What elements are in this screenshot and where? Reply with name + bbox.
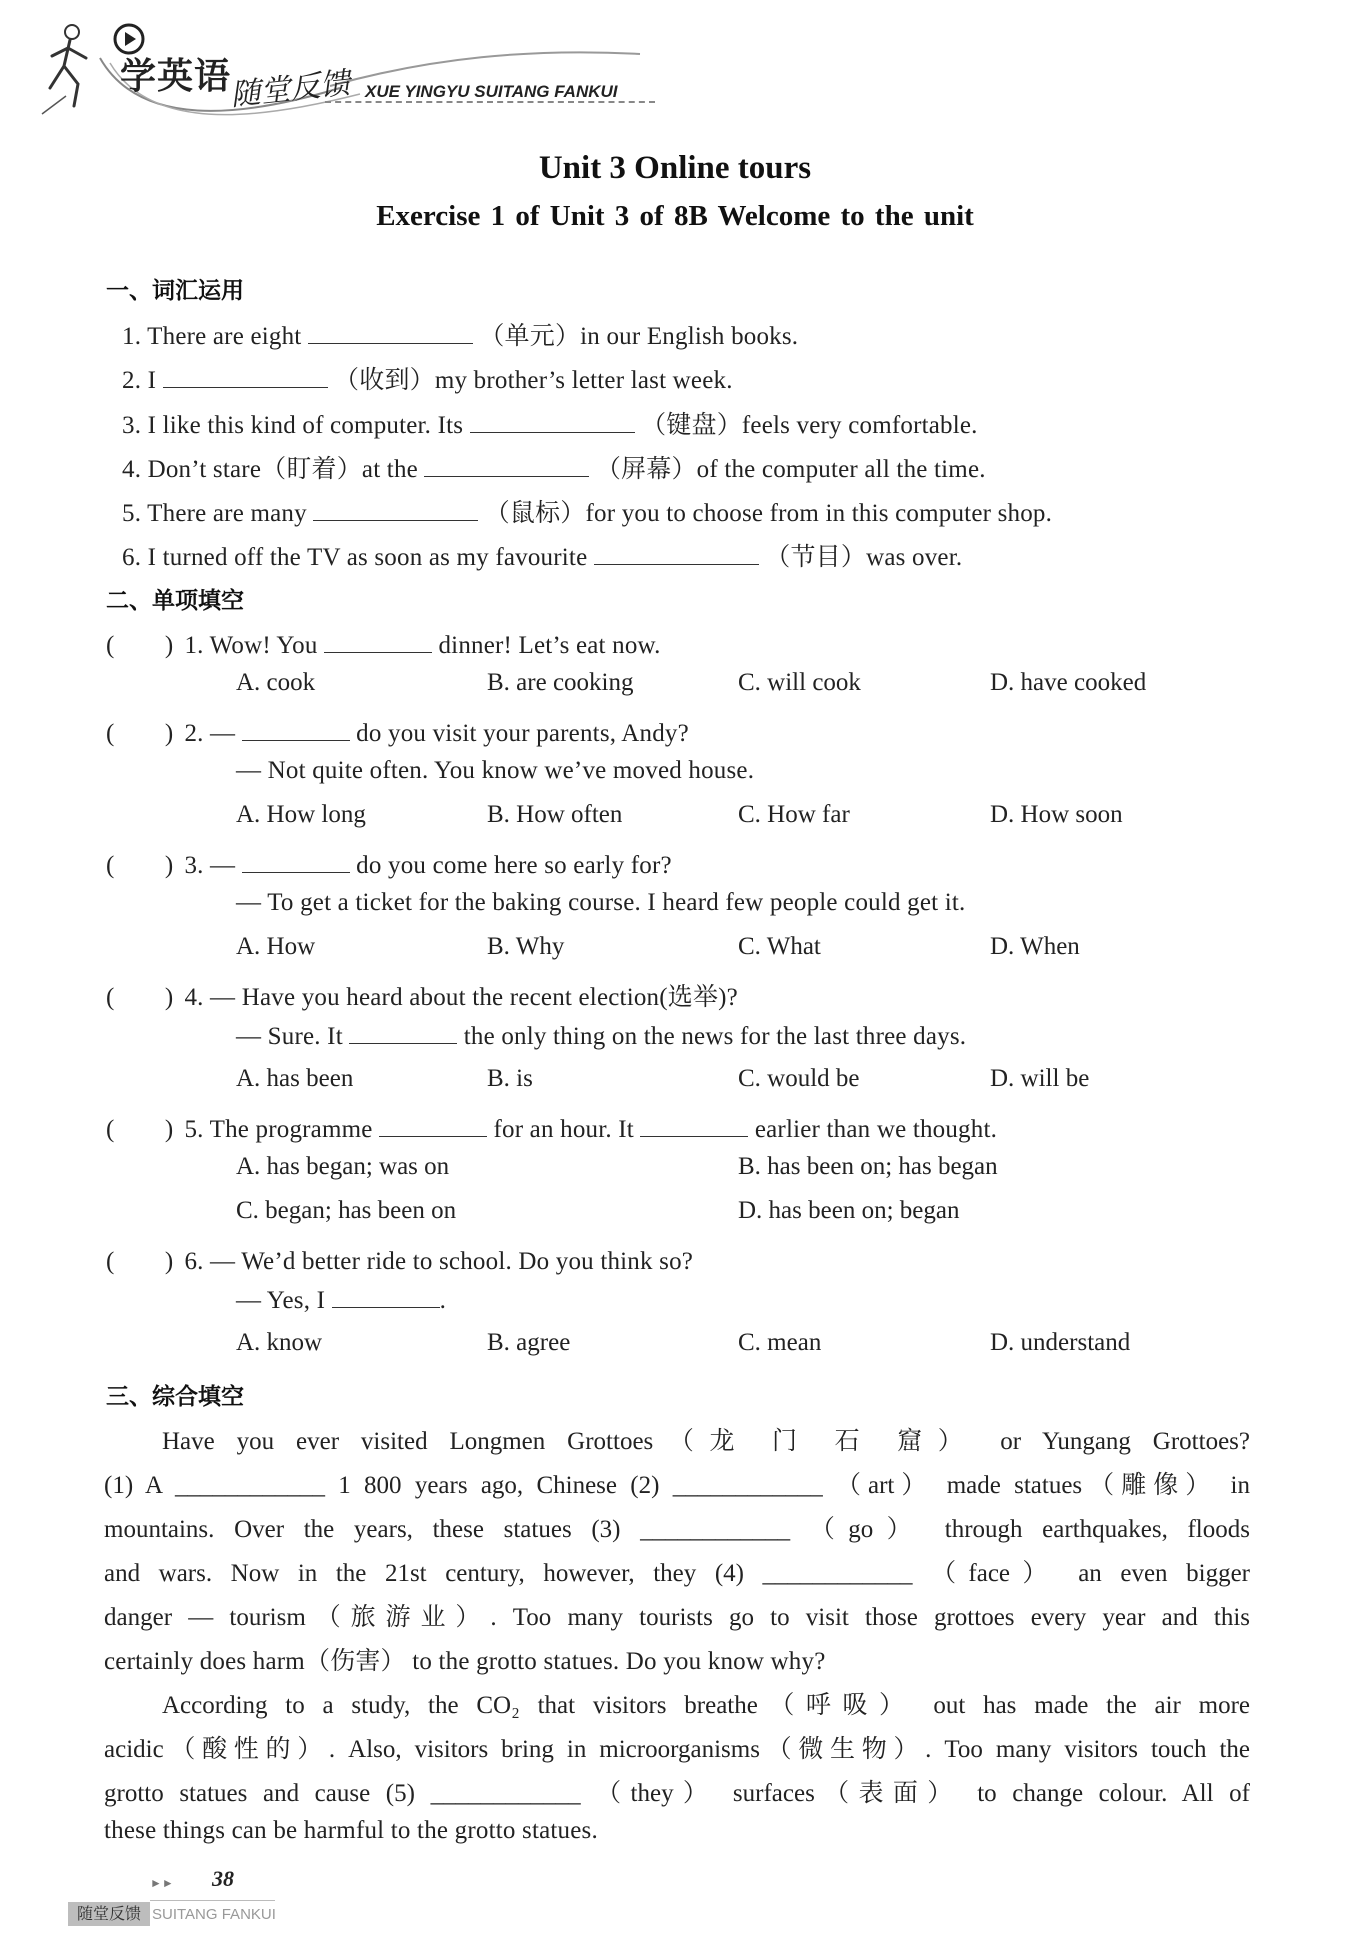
vocab-item-6 xyxy=(122,537,962,573)
passage-line-8: acidic（酸性的）. Also, visitors bring in microorganisms（微生物）. Too many visitors touch the xyxy=(104,1736,1250,1763)
q1-option-b[interactable]: B. are cooking xyxy=(487,669,634,696)
q2-option-a[interactable]: A. How long xyxy=(236,801,366,828)
mc-question-4-answer xyxy=(236,1021,966,1051)
mc-question-6-answer xyxy=(236,1285,446,1315)
mc-blank-5b[interactable] xyxy=(640,1114,748,1137)
header-logo xyxy=(40,18,680,118)
q2-option-d[interactable]: D. How soon xyxy=(990,801,1123,828)
mc-question-6-answer-start: — Yes, I xyxy=(236,1287,326,1314)
section-1-heading: 一、词汇运用 xyxy=(106,278,244,304)
footer-label-cn: 随堂反馈 xyxy=(76,1904,141,1923)
q1-option-c[interactable]: C. will cook xyxy=(738,669,861,696)
mc-question-3-tail: do you come here so early for? xyxy=(356,852,672,879)
q4-option-d[interactable]: D. will be xyxy=(990,1065,1090,1092)
vocab-item-1-hint: （单元）in our English books. xyxy=(479,323,799,350)
answer-paren-3[interactable]: ( ) xyxy=(106,852,174,879)
q3-option-b[interactable]: B. Why xyxy=(487,933,565,960)
vocab-item-5-hint: （鼠标）for you to choose from in this computer shop. xyxy=(484,500,1053,527)
q3-option-d[interactable]: D. When xyxy=(990,933,1080,960)
vocab-item-2-hint: （收到）my brother’s letter last week. xyxy=(334,367,733,394)
answer-paren-1[interactable]: ( ) xyxy=(106,632,174,659)
mc-question-2-answer: — Not quite often. You know we’ve moved house. xyxy=(236,757,755,784)
q5-option-b[interactable]: B. has been on; has began xyxy=(738,1153,998,1180)
mc-question-3-answer: — To get a ticket for the baking course. I heard few people could get it. xyxy=(236,889,966,916)
mc-question-5-tail: earlier than we thought. xyxy=(754,1116,998,1143)
mc-blank-1[interactable] xyxy=(324,630,432,653)
vocab-item-4 xyxy=(122,449,986,485)
unit-title: Unit 3 Online tours xyxy=(538,150,812,186)
mc-blank-5a[interactable] xyxy=(379,1114,487,1137)
answer-paren-4[interactable]: ( ) xyxy=(106,984,174,1011)
answer-paren-2[interactable]: ( ) xyxy=(106,720,174,747)
mc-question-4-answer-start: — Sure. It xyxy=(236,1023,343,1050)
mc-blank-2[interactable] xyxy=(242,718,350,741)
mc-question-6-answer-end: . xyxy=(439,1287,447,1314)
mc-question-5-stem: 5. The programme xyxy=(184,1116,373,1143)
brand-title: 学英语 xyxy=(120,56,232,97)
passage-line-4: and wars. Now in the 21st century, however, they (4) ____________ （face） an even bigger xyxy=(104,1560,1250,1587)
mc-question-3-stem: 3. — xyxy=(184,852,236,879)
vocab-blank-1[interactable] xyxy=(308,321,473,344)
mc-blank-3[interactable] xyxy=(242,850,350,873)
q4-option-c[interactable]: C. would be xyxy=(738,1065,860,1092)
vocab-item-2-text: 2. I xyxy=(122,367,157,394)
q6-option-c[interactable]: C. mean xyxy=(738,1329,822,1356)
mc-question-4-stem: 4. — Have you heard about the recent election(选举)? xyxy=(184,984,738,1011)
q4-option-b[interactable]: B. is xyxy=(487,1065,533,1092)
vocab-item-5-text: 5. There are many xyxy=(122,500,307,527)
vocab-blank-6[interactable] xyxy=(594,542,759,565)
mc-question-6-stem: 6. — We’d better ride to school. Do you think so? xyxy=(184,1248,694,1275)
section-2-heading: 二、单项填空 xyxy=(106,588,244,614)
passage-line-2: (1) A ____________ 1 800 years ago, Chinese (2) ____________ （art） made statues（雕像） in xyxy=(104,1472,1250,1499)
footer-divider xyxy=(150,1900,275,1901)
q5-option-a[interactable]: A. has began; was on xyxy=(236,1153,450,1180)
vocab-blank-3[interactable] xyxy=(470,410,635,433)
vocab-item-6-hint: （节目）was over. xyxy=(765,544,963,571)
vocab-item-6-text: 6. I turned off the TV as soon as my favourite xyxy=(122,544,588,571)
vocab-blank-5[interactable] xyxy=(313,498,478,521)
vocab-item-4-text: 4. Don’t stare（盯着）at the xyxy=(122,456,418,483)
q6-option-d[interactable]: D. understand xyxy=(990,1329,1131,1356)
vocab-item-4-hint: （屏幕）of the computer all the time. xyxy=(595,456,986,483)
mc-question-5-middle: for an hour. It xyxy=(493,1116,634,1143)
mc-question-2-tail: do you visit your parents, Andy? xyxy=(356,720,689,747)
vocab-item-3-text: 3. I like this kind of computer. Its xyxy=(122,412,464,439)
arrow-icon: ►► xyxy=(150,1876,174,1890)
exercise-title: Exercise 1 of Unit 3 of 8B Welcome to the unit xyxy=(376,200,974,232)
mc-question-6 xyxy=(106,1241,693,1277)
q5-option-d[interactable]: D. has been on; began xyxy=(738,1197,960,1224)
page-number: 38 xyxy=(212,1866,234,1891)
mc-blank-4[interactable] xyxy=(349,1021,457,1044)
mc-question-1 xyxy=(106,625,661,661)
mc-question-1-stem: 1. Wow! You xyxy=(184,632,318,659)
q3-option-a[interactable]: A. How xyxy=(236,933,316,960)
vocab-blank-4[interactable] xyxy=(424,454,589,477)
mc-blank-6[interactable] xyxy=(332,1285,440,1308)
q6-option-b[interactable]: B. agree xyxy=(487,1329,571,1356)
mc-question-2-stem: 2. — xyxy=(184,720,236,747)
mc-question-4 xyxy=(106,977,738,1013)
q1-option-d[interactable]: D. have cooked xyxy=(990,669,1147,696)
answer-paren-5[interactable]: ( ) xyxy=(106,1116,174,1143)
passage-line-10: these things can be harmful to the grotto statues. xyxy=(104,1817,598,1844)
vocab-item-2 xyxy=(122,360,733,396)
vocab-item-3-hint: （键盘）feels very comfortable. xyxy=(641,412,978,439)
passage-line-3: mountains. Over the years, these statues (3) ____________ （go） through earthquakes, floods xyxy=(104,1516,1250,1543)
answer-paren-6[interactable]: ( ) xyxy=(106,1248,174,1275)
passage-line-1: Have you ever visited Longmen Grottoes（龙 门 石 窟） or Yungang Grottoes? xyxy=(162,1428,1250,1455)
footer-label-box xyxy=(68,1902,150,1926)
q3-option-c[interactable]: C. What xyxy=(738,933,821,960)
mc-question-3 xyxy=(106,845,672,881)
mc-question-5 xyxy=(106,1109,997,1145)
brand-pinyin: XUE YINGYU SUITANG FANKUI xyxy=(365,82,618,101)
q2-option-c[interactable]: C. How far xyxy=(738,801,850,828)
passage-line-5: danger — tourism（旅游业）. Too many tourists go to visit those grottoes every year and this xyxy=(104,1604,1250,1631)
brand-subtitle: 随堂反馈 xyxy=(228,65,352,114)
mc-question-4-answer-end: the only thing on the news for the last three days. xyxy=(463,1023,967,1050)
q1-option-a[interactable]: A. cook xyxy=(236,669,316,696)
section-3-heading: 三、综合填空 xyxy=(106,1384,244,1410)
header-divider xyxy=(325,101,655,103)
vocab-item-5 xyxy=(122,493,1052,529)
vocab-item-1-text: 1. There are eight xyxy=(122,323,302,350)
q6-option-a[interactable]: A. know xyxy=(236,1329,323,1356)
mc-question-1-tail: dinner! Let’s eat now. xyxy=(438,632,661,659)
footer-label-pinyin: SUITANG FANKUI xyxy=(152,1906,276,1923)
mc-question-2 xyxy=(106,713,689,749)
passage-line-9: grotto statues and cause (5) ____________ （they） surfaces（表面） to change colour. All of xyxy=(104,1780,1250,1807)
q5-option-c[interactable]: C. began; has been on xyxy=(236,1197,457,1224)
vocab-blank-2[interactable] xyxy=(163,365,328,388)
vocab-item-3 xyxy=(122,405,978,441)
q2-option-b[interactable]: B. How often xyxy=(487,801,623,828)
passage-line-6: certainly does harm（伤害） to the grotto statues. Do you know why? xyxy=(104,1648,826,1675)
vocab-item-1 xyxy=(122,316,798,352)
passage-line-7: According to a study, the CO₂ that visitors breathe（呼吸） out has made the air more xyxy=(162,1692,1250,1719)
q4-option-a[interactable]: A. has been xyxy=(236,1065,354,1092)
